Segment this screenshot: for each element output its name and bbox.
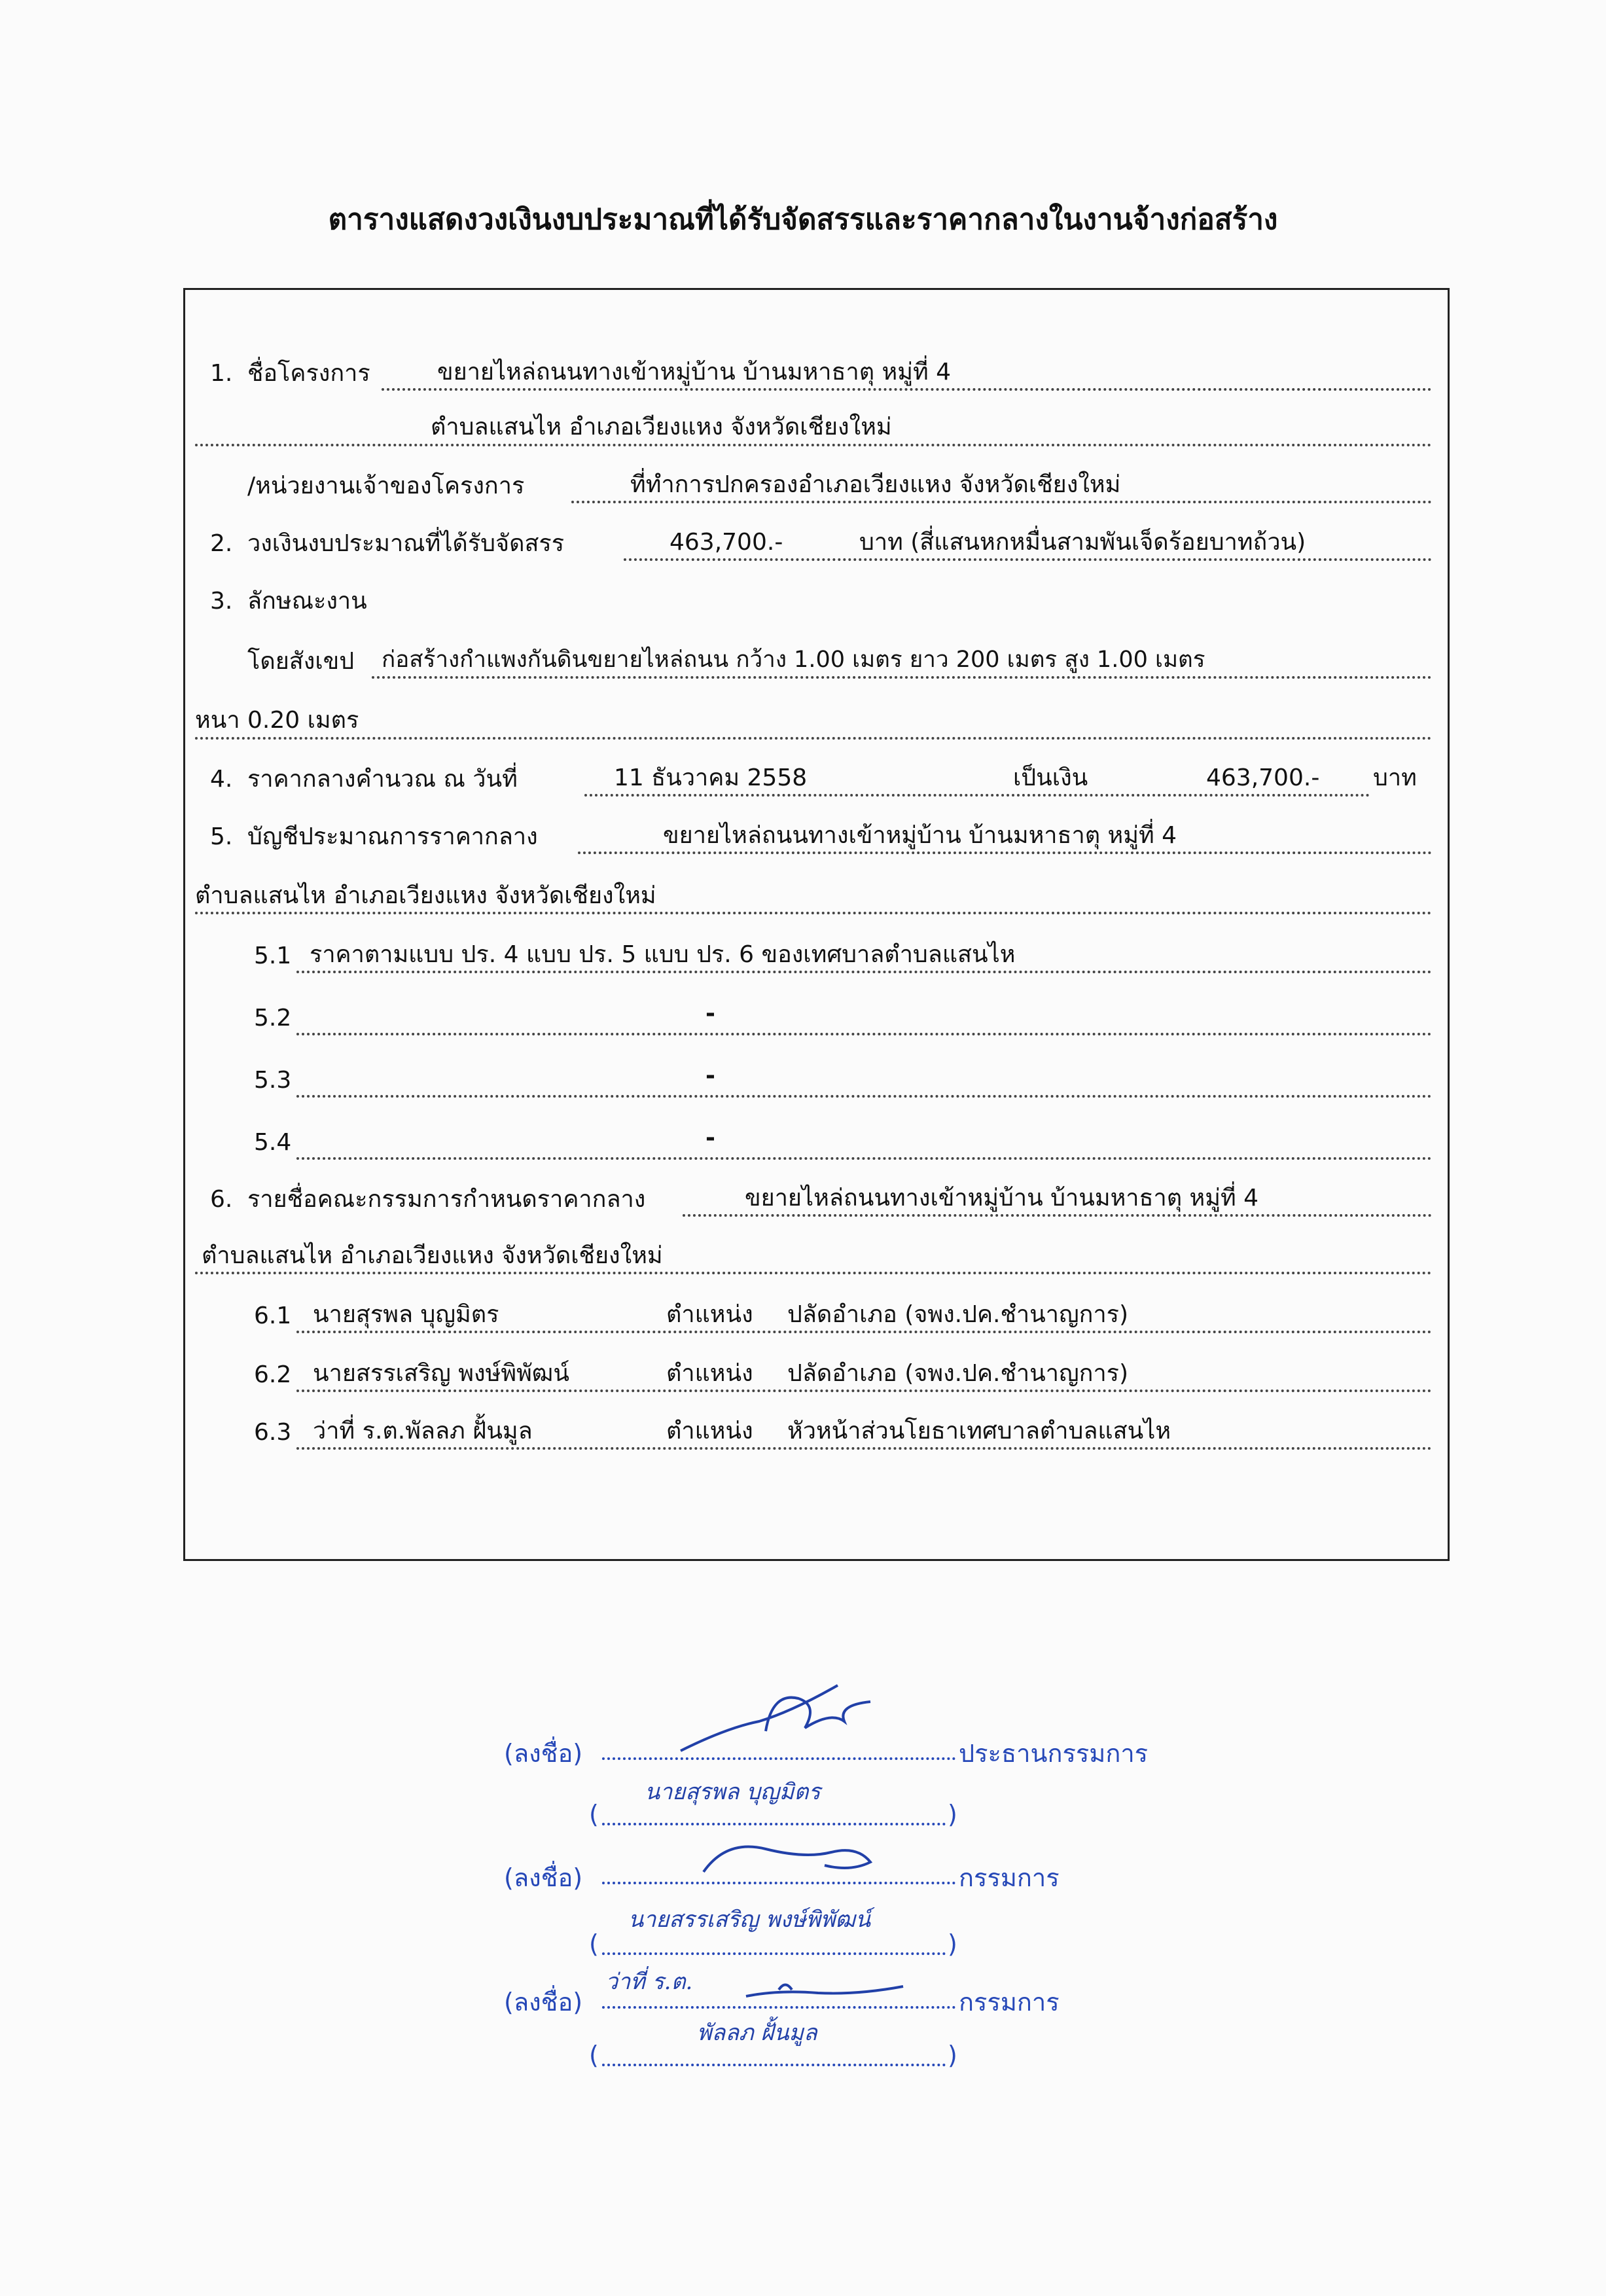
item3-dotline-2 <box>195 737 1432 740</box>
item6-line2: ตำบลแสนไห อำเภอเวียงแหง จังหวัดเชียงใหม่ <box>202 1242 663 1269</box>
signature-close-paren: ) <box>948 1800 957 1829</box>
member-dotline <box>296 1390 1432 1392</box>
member-number: 6.1 <box>254 1302 292 1329</box>
item6-line1: ขยายไหล่ถนนทางเข้าหมู่บ้าน บ้านมหาธาตุ หมู่ที่ 4 <box>745 1185 1259 1211</box>
item5-sub-dotline <box>296 1157 1432 1160</box>
member-position-label: ตำแหน่ง <box>666 1360 753 1387</box>
item5-sub-text: ราคาตามแบบ ปร. 4 แบบ ปร. 5 แบบ ปร. 6 ของเทศบาลตำบลแสนไห <box>310 941 1016 968</box>
item2-label: วงเงินงบประมาณที่ได้รับจัดสรร <box>247 530 565 557</box>
item4-label: ราคากลางคำนวณ ณ วันที่ <box>247 766 518 793</box>
signature-role: ประธานกรรมการ <box>959 1739 1149 1768</box>
member-position: ปลัดอำเภอ (จพง.ปค.ชำนาญการ) <box>787 1301 1129 1328</box>
item4-date: 11 ธันวาคม 2558 <box>614 764 808 791</box>
item4-number: 4. <box>210 766 233 793</box>
item1-dotline-1 <box>382 388 1432 391</box>
item2-dotline <box>624 558 1432 561</box>
member-position-label: ตำแหน่ง <box>666 1301 753 1328</box>
signature-open-paren: ( <box>589 2041 599 2070</box>
member-position-label: ตำแหน่ง <box>666 1418 753 1444</box>
document-title: ตารางแสดงวงเงินงบประมาณที่ได้รับจัดสรรและราคากลางในงานจ้างก่อสร้าง <box>328 203 1278 236</box>
signature-role: กรรมการ <box>959 1988 1060 2017</box>
item4-dotline <box>584 794 1370 797</box>
member-number: 6.3 <box>254 1419 292 1446</box>
member-position: หัวหน้าส่วนโยธาเทศบาลตำบลแสนไห <box>787 1418 1171 1444</box>
item5-line1: ขยายไหล่ถนนทางเข้าหมู่บ้าน บ้านมหาธาตุ หมู่ที่ 4 <box>663 822 1177 849</box>
item3-summary-label: โดยสังเขป <box>247 648 355 675</box>
signature-label: (ลงชื่อ) <box>504 1739 583 1768</box>
item5-label: บัญชีประมาณการราคากลาง <box>247 823 538 850</box>
signature-name-dotline <box>602 2064 946 2066</box>
item2-amount-words: บาท (สี่แสนหกหมื่นสามพันเจ็ดร้อยบาทถ้วน) <box>859 529 1306 556</box>
item5-dotline-2 <box>195 912 1432 914</box>
item5-sub-text: - <box>705 1062 715 1089</box>
handwritten-signature-mark <box>700 1833 883 1885</box>
signature-open-paren: ( <box>589 1800 599 1829</box>
item3-dotline-1 <box>372 676 1432 679</box>
handwritten-signature-text: ว่าที่ ร.ต. <box>605 1969 693 1995</box>
item1-label: ชื่อโครงการ <box>247 360 370 387</box>
item2-amount: 463,700.- <box>669 529 783 556</box>
item3-summary-line2: หนา 0.20 เมตร <box>195 707 359 734</box>
item5-number: 5. <box>210 823 233 850</box>
item3-number: 3. <box>210 588 233 615</box>
member-name: ว่าที่ ร.ต.พัลลภ ฝั้นมูล <box>313 1418 533 1444</box>
item5-sub-dotline <box>296 1095 1432 1098</box>
signature-name-dotline <box>602 1952 946 1955</box>
signature-name-dotline <box>602 1823 946 1825</box>
signature-label: (ลงชื่อ) <box>504 1988 583 2017</box>
item6-dotline-2 <box>195 1272 1432 1274</box>
item5-sub-dotline <box>296 1033 1432 1035</box>
item1-number: 1. <box>210 360 233 387</box>
item1-agency-label: /หน่วยงานเจ้าของโครงการ <box>247 473 525 499</box>
item3-summary-line1: ก่อสร้างกำแพงกันดินขยายไหล่ถนน กว้าง 1.00 เมตร ยาว 200 เมตร สูง 1.00 เมตร <box>382 647 1205 673</box>
item5-sub-number: 5.4 <box>254 1129 292 1156</box>
item4-amount-label: เป็นเงิน <box>1013 764 1088 791</box>
item5-sub-number: 5.3 <box>254 1067 292 1094</box>
item3-label: ลักษณะงาน <box>247 588 367 615</box>
item1-agency: ที่ทำการปกครองอำเภอเวียงแหง จังหวัดเชียงใหม่ <box>630 471 1121 498</box>
item1-dotline-3 <box>571 501 1432 503</box>
item5-sub-text: - <box>705 1000 715 1027</box>
signature-close-paren: ) <box>948 1929 957 1958</box>
item6-dotline-1 <box>683 1214 1432 1217</box>
item6-label: รายชื่อคณะกรรมการกำหนดราคากลาง <box>247 1186 646 1213</box>
item4-unit: บาท <box>1373 764 1417 791</box>
item5-sub-dotline <box>296 971 1432 973</box>
item1-project-line1: ขยายไหล่ถนนทางเข้าหมู่บ้าน บ้านมหาธาตุ หมู่ที่ 4 <box>437 359 952 386</box>
signature-open-paren: ( <box>589 1929 599 1958</box>
member-position: ปลัดอำเภอ (จพง.ปค.ชำนาญการ) <box>787 1360 1129 1387</box>
member-name: นายสุรพล บุญมิตร <box>313 1301 499 1328</box>
member-dotline <box>296 1447 1432 1450</box>
handwritten-name: พัลลภ ฝั้นมูล <box>697 2020 817 2046</box>
member-dotline <box>296 1331 1432 1333</box>
item1-project-line2: ตำบลแสนไห อำเภอเวียงแหง จังหวัดเชียงใหม่ <box>431 414 892 440</box>
item1-dotline-2 <box>195 444 1432 446</box>
item5-sub-number: 5.2 <box>254 1005 292 1031</box>
item5-dotline-1 <box>578 852 1432 854</box>
item2-number: 2. <box>210 530 233 557</box>
item4-amount: 463,700.- <box>1206 764 1320 791</box>
form-frame <box>183 288 1450 1561</box>
item5-line2: ตำบลแสนไห อำเภอเวียงแหง จังหวัดเชียงใหม่ <box>195 882 656 909</box>
signature-label: (ลงชื่อ) <box>504 1863 583 1892</box>
handwritten-name: นายสุรพล บุญมิตร <box>645 1779 821 1805</box>
signature-role: กรรมการ <box>959 1863 1060 1892</box>
signature-close-paren: ) <box>948 2041 957 2070</box>
handwritten-name: นายสรรเสริญ พงษ์พิพัฒน์ <box>628 1907 871 1933</box>
item5-sub-number: 5.1 <box>254 942 292 969</box>
handwritten-signature-mark <box>674 1666 883 1764</box>
member-number: 6.2 <box>254 1361 292 1388</box>
member-name: นายสรรเสริญ พงษ์พิพัฒน์ <box>313 1360 569 1387</box>
item5-sub-text: - <box>705 1124 715 1151</box>
handwritten-signature-mark <box>740 1970 910 2009</box>
item6-number: 6. <box>210 1186 233 1213</box>
